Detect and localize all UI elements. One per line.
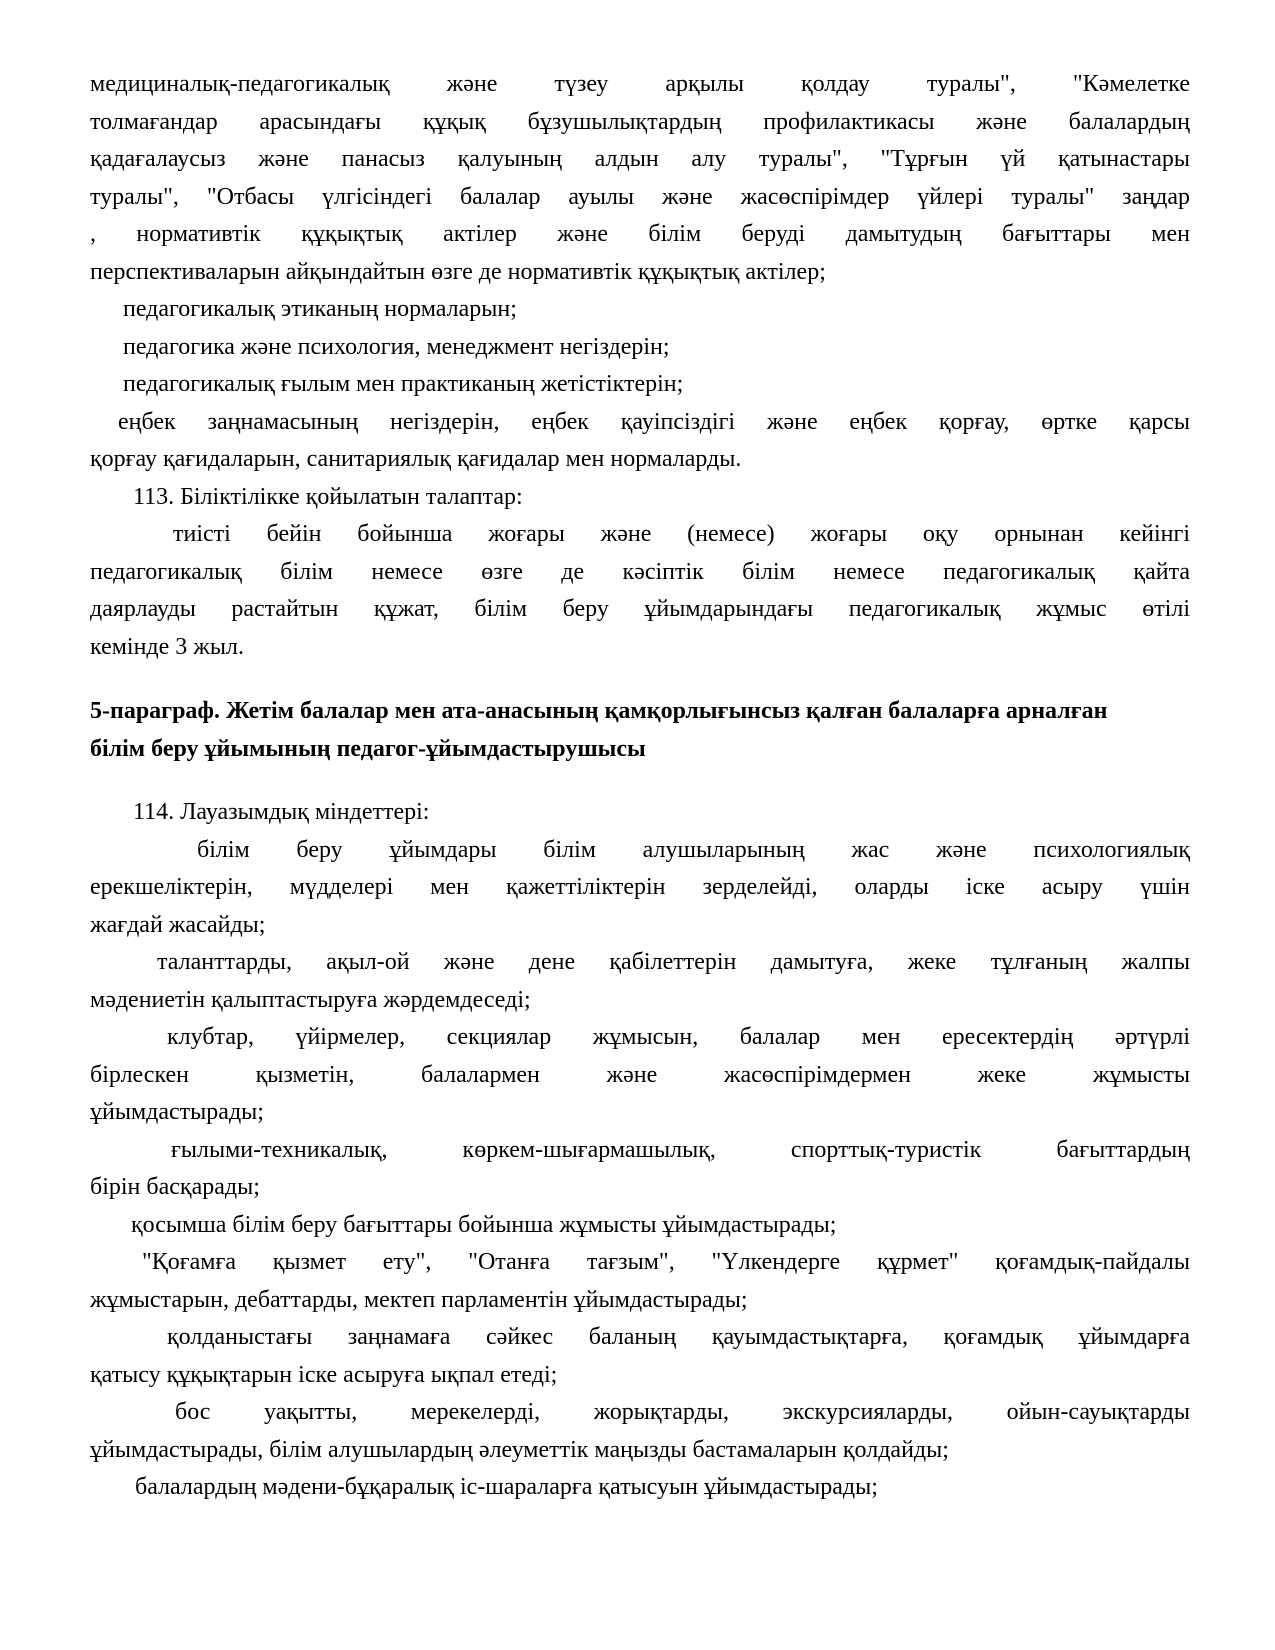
text-line: толмағандар арасындағы құқық бұзушылықтардың профилактикасы және балалардың <box>90 108 1190 135</box>
text-line: қатысу құқықтарын іске асыруға ықпал етеді; <box>90 1361 558 1388</box>
text-line: педагогикалық білім немесе өзге де кәсіптік білім немесе педагогикалық қайта <box>90 558 1190 585</box>
paragraph <box>90 944 1190 1019</box>
paragraph <box>90 832 1190 945</box>
text-line: перспективаларын айқындайтын өзге де нормативтік құқықтық актілер; <box>90 258 826 285</box>
paragraph <box>90 366 1190 404</box>
paragraph <box>90 1019 1190 1132</box>
text-line: қорғау қағидаларын, санитариялық қағидалар мен нормаларды. <box>90 446 742 472</box>
paragraph <box>90 1469 1190 1507</box>
paragraph <box>90 479 1190 517</box>
text-line: таланттарды, ақыл-ой және дене қабілеттерін дамытуға, жеке тұлғаның жалпы <box>157 949 1190 975</box>
paragraph <box>90 404 1190 479</box>
text-line: балалардың мәдени-бұқаралық іс-шараларға қатысуын ұйымдастырады; <box>135 1474 878 1500</box>
text-line: жағдай жасайды; <box>90 911 266 938</box>
text-line: тиісті бейін бойынша жоғары және (немесе) жоғары оқу орнынан кейінгі <box>173 521 1190 547</box>
text-line: 114. Лауазымдық міндеттері: <box>133 799 430 825</box>
heading-line: білім беру ұйымының педагог-ұйымдастырушысы <box>90 735 646 762</box>
text-line: "Қоғамға қызмет ету", "Отанға тағзым", "Үлкендерге құрмет" қоғамдық-пайдалы <box>142 1249 1190 1275</box>
text-line: педагогикалық ғылым мен практиканың жетістіктерін; <box>123 371 684 397</box>
text-line: мәдениетін қалыптастыруға жәрдемдеседі; <box>90 986 531 1013</box>
paragraph <box>90 1244 1190 1319</box>
paragraph <box>90 66 1190 291</box>
text-line: туралы", "Отбасы үлгісіндегі балалар ауылы және жасөспірімдер үйлері туралы" заңдар <box>90 183 1190 210</box>
text-line: қолданыстағы заңнамаға сәйкес баланың қауымдастықтарға, қоғамдық ұйымдарға <box>167 1324 1190 1350</box>
text-line: бірлескен қызметін, балалармен және жасөспірімдермен жеке жұмысты <box>90 1061 1190 1088</box>
text-line: ұйымдастырады; <box>90 1099 264 1125</box>
text-line: ерекшеліктерін, мүдделері мен қажеттіліктерін зерделейді, оларды іске асыру үшін <box>90 874 1190 900</box>
text-line: 113. Біліктілікке қойылатын талаптар: <box>133 483 523 510</box>
text-line: бос уақытты, мерекелерді, жорықтарды, экскурсияларды, ойын-сауықтарды <box>175 1399 1190 1425</box>
text-line: бірін басқарады; <box>90 1174 260 1200</box>
text-line: ұйымдастырады, білім алушылардың әлеуметтік маңызды бастамаларын қолдайды; <box>90 1436 949 1463</box>
paragraph <box>90 1394 1190 1469</box>
paragraph <box>90 329 1190 367</box>
text-line: қосымша білім беру бағыттары бойынша жұмысты ұйымдастырады; <box>131 1211 837 1238</box>
section-heading <box>90 693 1190 768</box>
paragraph <box>90 1132 1190 1207</box>
text-line: педагогика және психология, менеджмент негіздерін; <box>123 333 670 360</box>
text-line: еңбек заңнамасының негіздерін, еңбек қауіпсіздігі және еңбек қорғау, өртке қарсы <box>118 408 1190 435</box>
text-line: , нормативтік құқықтық актілер және білім беруді дамытудың бағыттары мен <box>90 221 1190 247</box>
text-line: даярлауды растайтын құжат, білім беру ұйымдарындағы педагогикалық жұмыс өтілі <box>90 596 1190 622</box>
paragraph <box>90 1207 1190 1245</box>
text-line: медициналық-педагогикалық және түзеу арқылы қолдау туралы", "Кәмелетке <box>90 71 1190 97</box>
text-line: клубтар, үйірмелер, секциялар жұмысын, балалар мен ересектердің әртүрлі <box>167 1024 1190 1050</box>
text-line: ғылыми-техникалық, көркем-шығармашылық, спорттық-туристік бағыттардың <box>171 1136 1190 1163</box>
paragraph <box>90 291 1190 329</box>
paragraph <box>90 516 1190 666</box>
text-line: жұмыстарын, дебаттарды, мектеп парламентін ұйымдастырады; <box>90 1286 748 1313</box>
text-line: қадағалаусыз және панасыз қалуының алдын алу туралы", "Тұрғын үй қатынастары <box>90 146 1190 172</box>
text-line: кемінде 3 жыл. <box>90 633 244 660</box>
paragraph <box>90 794 1190 832</box>
paragraph <box>90 1319 1190 1394</box>
heading-line: 5-параграф. Жетім балалар мен ата-анасының қамқорлығынсыз қалған балаларға арналған <box>90 698 1108 724</box>
document-body <box>90 66 1190 1507</box>
text-line: білім беру ұйымдары білім алушыларының жас және психологиялық <box>197 836 1190 863</box>
text-line: педагогикалық этиканың нормаларын; <box>123 296 517 322</box>
